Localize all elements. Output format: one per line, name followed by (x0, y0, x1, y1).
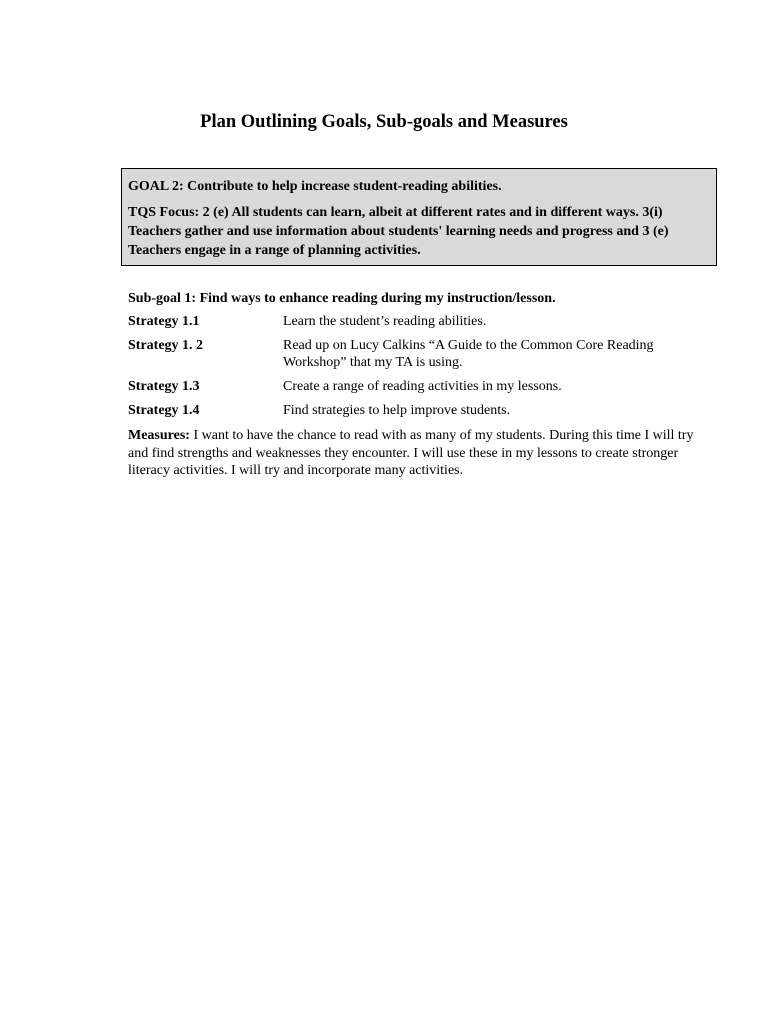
strategy-row (128, 402, 708, 419)
strategy-row (128, 313, 708, 330)
subgoal-heading: Sub-goal 1: Find ways to enhance reading during my instruction/lesson. (128, 291, 556, 306)
measures-label: Measures: (128, 428, 190, 443)
page-title: Plan Outlining Goals, Sub-goals and Measures (200, 112, 568, 132)
goal-box (121, 168, 717, 266)
strategy-label: Strategy 1.4 (128, 403, 200, 418)
strategy-label: Strategy 1. 2 (128, 338, 204, 353)
measures-paragraph (128, 427, 708, 480)
strategy-text: Create a range of reading activities in my lessons. (283, 379, 562, 394)
strategy-text: Learn the student’s reading abilities. (283, 314, 487, 329)
goal-heading: GOAL 2: Contribute to help increase student-reading abilities. (128, 179, 502, 194)
strategy-label: Strategy 1.1 (128, 314, 200, 329)
strategy-list (128, 313, 708, 426)
strategy-label: Strategy 1.3 (128, 379, 200, 394)
tqs-focus-text: TQS Focus: 2 (e) All students can learn, albeit at different rates and in different ways. 3(i) Teachers gather and use information about students' learning needs and progress and 3 (e) Teachers engage in a range of planning activities. (128, 205, 669, 258)
strategy-text: Find strategies to help improve students. (283, 403, 511, 418)
strategy-text: Read up on Lucy Calkins “A Guide to the Common Core Reading Workshop” that my TA is using. (283, 338, 654, 370)
strategy-row (128, 378, 708, 395)
measures-text: I want to have the chance to read with as many of my students. During this time I will try and find strengths and weaknesses they encounter. I will use these in my lessons to create stronger literacy activities. I will try and incorporate many activities. (128, 428, 694, 478)
strategy-row (128, 337, 708, 371)
